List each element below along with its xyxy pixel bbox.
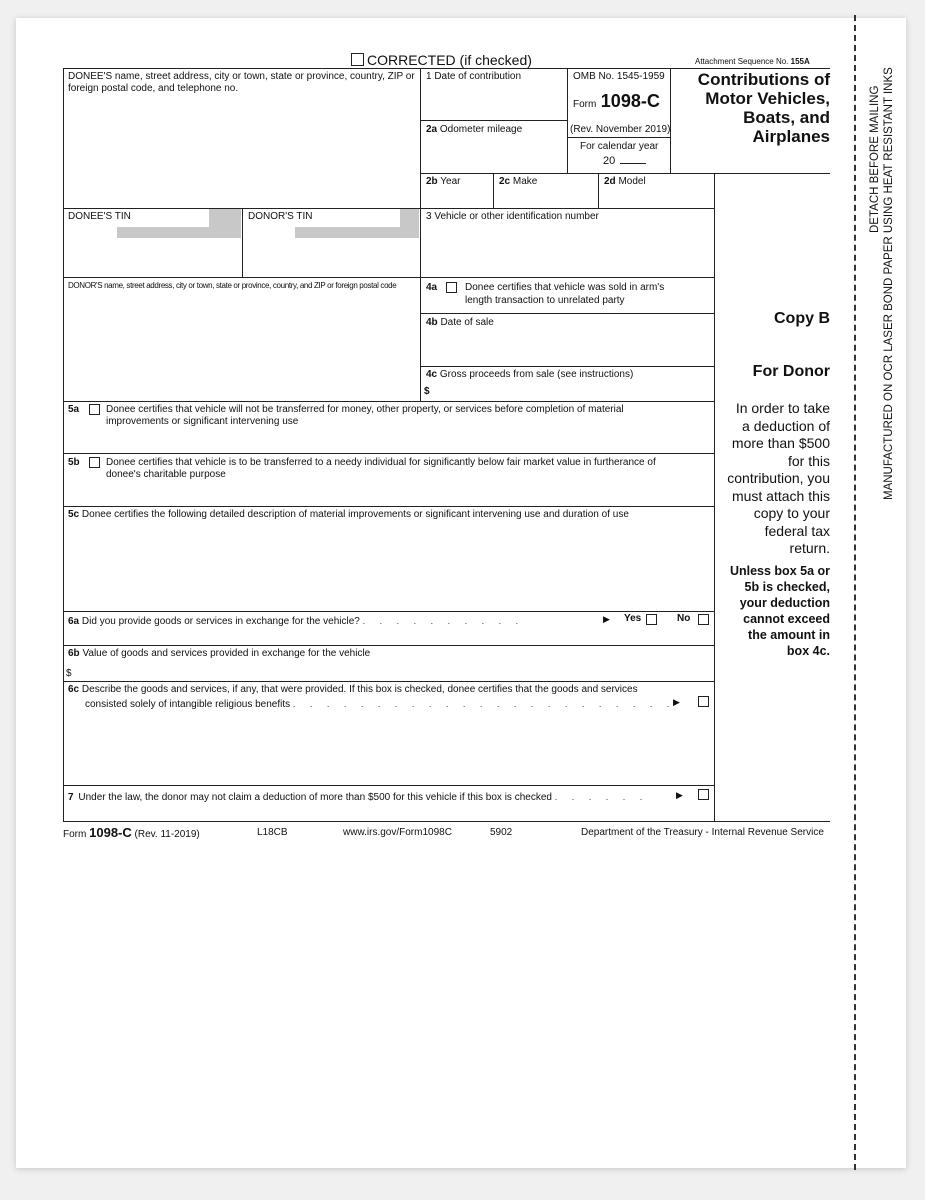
box6b-dollar: $ [66,668,72,679]
box2c-label: 2c Make [499,176,538,187]
attach-instructions: In order to take a deduction of more than $500 for this contribution, you must attach this copy to your federal tax return. [727,400,830,556]
form-number-header: Form 1098-C [573,91,660,111]
donee-tin-shade [117,227,241,238]
detach-text: DETACH BEFORE MAILING [869,85,881,233]
calendar-year-field[interactable]: 20 [603,155,646,167]
box4b-field[interactable] [421,331,713,365]
form-revision: (Rev. November 2019) [570,124,671,135]
donee-tin-shade-top [209,209,241,227]
footer-department: Department of the Treasury - Internal Revenue Service [581,827,824,838]
box4a-checkbox[interactable] [446,282,457,293]
box6b-label: 6b Value of goods and services provided in exchange for the vehicle [68,648,371,659]
box6a-arrow-icon: ▶ [603,614,610,624]
box2a-field[interactable] [421,139,566,172]
box7-label: 7 Under the law, the donor may not claim a deduction of more than $500 for this vehicle if this box is checked . . . . . . [68,792,649,803]
box1-field[interactable] [421,86,566,119]
box4c-label: 4c Gross proceeds from sale (see instructions) [426,369,634,380]
form-title: Contributions of Motor Vehicles, Boats, and Airplanes [697,70,830,146]
box4c-field[interactable] [432,382,712,400]
box6b-field[interactable] [74,662,713,680]
box6a-yes-checkbox[interactable] [646,614,657,625]
donee-tin-label: DONEE'S TIN [68,211,131,222]
footer-form-number: Form 1098-C (Rev. 11-2019) [63,825,200,840]
attachment-sequence: Attachment Sequence No. 155A [695,57,810,66]
box6c-label: 6c Describe the goods and services, if any, that were provided. If this box is checked, donee certifies that the goods and services consisted solely of intangible religious benefits . . . . . . . . . . . . . . . . . . . . . . . [68,684,676,710]
omb-number: OMB No. 1545-1959 [573,71,665,82]
box6c-checkbox[interactable] [698,696,709,707]
box6a-label: 6a Did you provide goods or services in exchange for the vehicle? . . . . . . . . . . [68,616,525,627]
for-donor-heading: For Donor [752,363,830,380]
box6a-no-label: No [677,613,691,624]
corrected-label: CORRECTED (if checked) [367,52,532,68]
corrected-checkbox[interactable] [351,53,364,66]
box5a-checkbox[interactable] [89,404,100,415]
donor-tin-field[interactable] [243,240,419,276]
box6a-yes-label: Yes [624,613,642,624]
box2b-label: 2b Year [426,176,461,187]
donor-tin-label: DONOR'S TIN [248,211,313,222]
box2d-label: 2d Model [604,176,646,187]
calendar-year-label: For calendar year [580,141,659,152]
box5a-number: 5a [68,404,80,415]
box2a-label: 2a Odometer mileage [426,124,523,135]
donor-name-label: DONOR'S name, street address, city or town, state or province, country, and ZIP or foreign postal code [68,281,397,290]
footer-code: L18CB [257,827,288,838]
deduction-warning: Unless box 5a or 5b is checked, your deduction cannot exceed the amount in box 4c. [729,564,830,658]
box4a-label: Donee certifies that vehicle was sold in arm's length transaction to unrelated party [465,282,665,306]
box6c-field[interactable] [64,712,713,784]
box4b-label: 4b Date of sale [426,317,494,328]
donee-tin-field[interactable] [64,240,241,276]
box5b-checkbox[interactable] [89,457,100,468]
box6a-no-checkbox[interactable] [698,614,709,625]
box5c-label: 5c Donee certifies the following detailed description of material improvements or significant intervening use and duration of use [68,509,629,520]
donor-tin-shade-top [400,209,419,227]
box5c-field[interactable] [64,524,713,610]
box5a-label: Donee certifies that vehicle will not be transferred for money, other property, or services before completion of material improvements or significant intervening use [106,404,624,427]
box3-label: 3 Vehicle or other identification number [426,211,599,222]
box1-label: 1 Date of contribution [426,71,522,82]
donor-tin-shade [295,227,419,238]
perforation-line [854,15,856,1170]
donor-name-field[interactable] [64,295,419,400]
donee-name-label: DONEE'S name, street address, city or town, state or province, country, ZIP or foreign postal code, and telephone no. [68,71,415,94]
manufactured-text: MANUFACTURED ON OCR LASER BOND PAPER USING HEAT RESISTANT INKS [883,67,895,500]
box6c-arrow-icon: ▶ [673,697,680,707]
box7-arrow-icon: ▶ [676,790,683,800]
donee-name-field[interactable] [64,96,419,206]
box3-field[interactable] [421,226,713,276]
footer-url[interactable]: www.irs.gov/Form1098C [343,827,452,838]
box4a-number: 4a [426,282,438,293]
footer-cat-number: 5902 [490,827,513,838]
box7-checkbox[interactable] [698,789,709,800]
box5b-label: Donee certifies that vehicle is to be transferred to a needy individual for significantly below fair market value in furtherance of donee's charitable purpose [106,457,656,480]
box5b-number: 5b [68,457,80,468]
box4c-dollar: $ [424,386,430,397]
copy-b-heading: Copy B [774,310,830,327]
